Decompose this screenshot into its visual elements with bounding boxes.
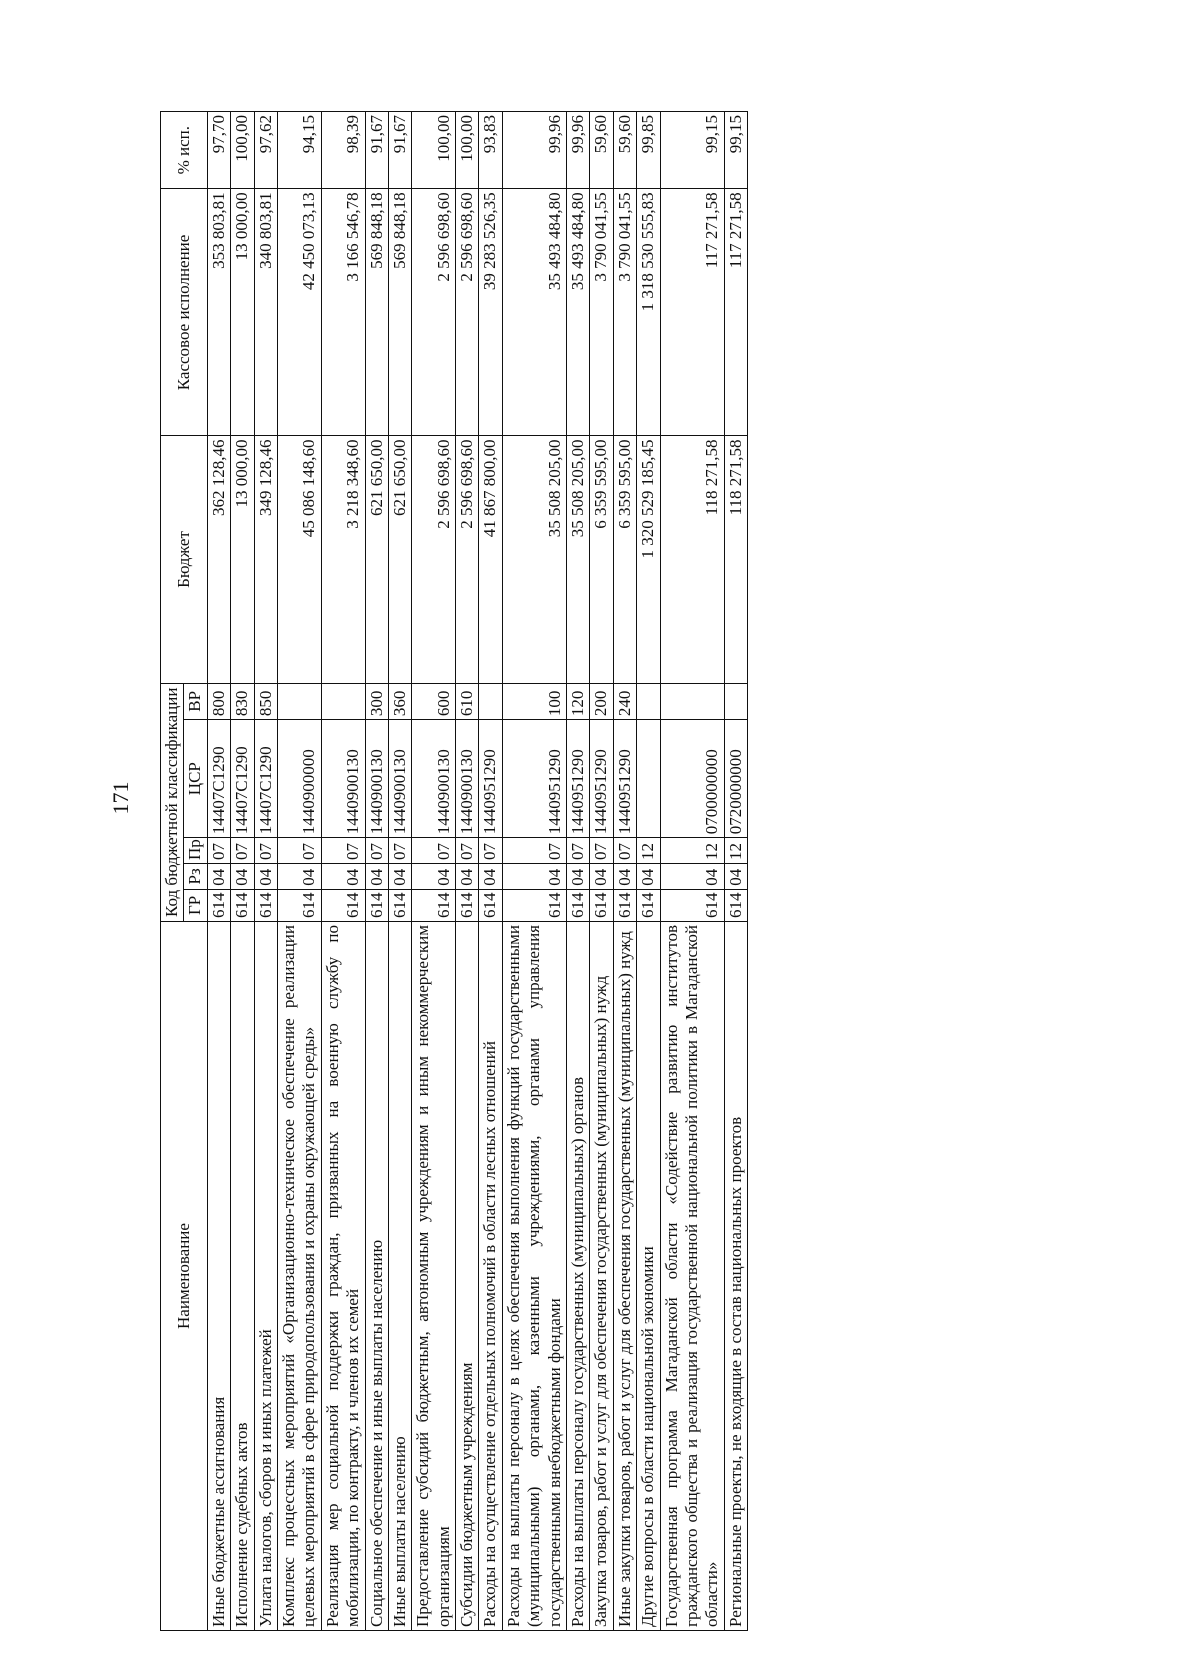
row-cash: 569 848,18 [388, 189, 411, 436]
row-rz: 04 [277, 864, 321, 890]
row-budget: 118 271,58 [724, 436, 747, 683]
row-name: Закупка товаров, работ и услуг для обеспечения государственных (муниципальных) нужд [590, 922, 613, 1631]
row-rz: 04 [321, 864, 365, 890]
row-csr: 1440951290 [590, 720, 613, 838]
header-code-group: Код бюджетной классификации [161, 683, 184, 921]
header-row-1 [161, 112, 184, 1631]
row-budget: 2 596 698,60 [456, 436, 479, 683]
table-row [479, 112, 502, 1631]
row-budget: 35 508 205,00 [567, 436, 590, 683]
row-csr: 1440900130 [321, 720, 365, 838]
row-pct: 91,67 [388, 112, 411, 189]
row-gr: 614 [724, 889, 747, 921]
row-pct: 99,96 [567, 112, 590, 189]
row-vr: 610 [456, 683, 479, 720]
row-rz: 04 [613, 864, 636, 890]
row-vr [660, 683, 724, 720]
row-pct: 94,15 [277, 112, 321, 189]
row-pct: 59,60 [613, 112, 636, 189]
row-gr: 614 [479, 889, 502, 921]
row-rz: 04 [388, 864, 411, 890]
row-budget: 2 596 698,60 [412, 436, 456, 683]
table-row [254, 112, 277, 1631]
row-vr: 100 [502, 683, 566, 720]
row-cash: 35 493 484,80 [502, 189, 566, 436]
row-pct: 97,62 [254, 112, 277, 189]
row-csr: 1440900130 [456, 720, 479, 838]
table-row [277, 112, 321, 1631]
row-rz: 04 [412, 864, 456, 890]
table-row [365, 112, 388, 1631]
row-budget: 45 086 148,60 [277, 436, 321, 683]
row-rz: 04 [479, 864, 502, 890]
row-gr: 614 [365, 889, 388, 921]
table-row [207, 112, 230, 1631]
row-name: Расходы на осуществление отдельных полномочий в области лесных отношений [479, 922, 502, 1631]
header-rz: Рз [184, 864, 207, 890]
table-row [412, 112, 456, 1631]
row-cash: 353 803,81 [207, 189, 230, 436]
row-vr [277, 683, 321, 720]
row-pct: 100,00 [456, 112, 479, 189]
budget-table [160, 111, 748, 1631]
row-gr: 614 [456, 889, 479, 921]
row-budget: 3 218 348,60 [321, 436, 365, 683]
row-budget: 35 508 205,00 [502, 436, 566, 683]
row-budget: 6 359 595,00 [613, 436, 636, 683]
row-cash: 3 790 041,55 [613, 189, 636, 436]
row-gr: 614 [567, 889, 590, 921]
rotated-table-wrapper [160, 111, 1200, 1631]
row-cash: 42 450 073,13 [277, 189, 321, 436]
page-number: 171 [108, 781, 133, 815]
table-row [567, 112, 590, 1631]
row-name: Уплата налогов, сборов и иных платежей [254, 922, 277, 1631]
row-budget: 6 359 595,00 [590, 436, 613, 683]
row-rz: 04 [365, 864, 388, 890]
row-cash: 39 283 526,35 [479, 189, 502, 436]
row-pct: 100,00 [412, 112, 456, 189]
row-pr: 07 [254, 838, 277, 864]
row-pr: 07 [207, 838, 230, 864]
row-name: Социальное обеспечение и иные выплаты населению [365, 922, 388, 1631]
row-pr: 07 [365, 838, 388, 864]
row-budget: 118 271,58 [660, 436, 724, 683]
row-pr: 07 [502, 838, 566, 864]
row-vr [479, 683, 502, 720]
row-rz: 04 [502, 864, 566, 890]
row-budget: 621 650,00 [365, 436, 388, 683]
row-name: Расходы на выплаты персоналу в целях обеспечения выполнения функций государственными (муниципальными) органами, казенными учреждениями, органами управления государственными внебюджетными фондами [502, 922, 566, 1631]
row-budget: 41 867 800,00 [479, 436, 502, 683]
table-row [456, 112, 479, 1631]
row-rz: 04 [590, 864, 613, 890]
row-pct: 91,67 [365, 112, 388, 189]
row-name: Иные закупки товаров, работ и услуг для обеспечения государственных (муниципальных) нужд [613, 922, 636, 1631]
row-pr: 07 [613, 838, 636, 864]
row-budget: 13 000,00 [231, 436, 254, 683]
row-pct: 98,39 [321, 112, 365, 189]
row-csr: 0700000000 [660, 720, 724, 838]
row-name: Государственная программа Магаданской области «Содействие развитию институтов гражданского общества и реализация государственной национальной политики в Магаданской области» [660, 922, 724, 1631]
row-pr: 07 [590, 838, 613, 864]
row-gr: 614 [388, 889, 411, 921]
row-name: Предоставление субсидий бюджетным, автономным учреждениям и иным некоммерческим организациям [412, 922, 456, 1631]
row-cash: 2 596 698,60 [456, 189, 479, 436]
row-name: Региональные проекты, не входящие в состав национальных проектов [724, 922, 747, 1631]
row-rz: 04 [637, 864, 660, 890]
row-pct: 93,83 [479, 112, 502, 189]
header-pct: % исп. [161, 112, 208, 189]
row-pr: 12 [660, 838, 724, 864]
row-name: Иные бюджетные ассигнования [207, 922, 230, 1631]
header-name: Наименование [161, 922, 208, 1631]
row-gr: 614 [277, 889, 321, 921]
table-row [388, 112, 411, 1631]
row-gr: 614 [590, 889, 613, 921]
row-gr: 614 [613, 889, 636, 921]
row-budget: 621 650,00 [388, 436, 411, 683]
table-row [321, 112, 365, 1631]
row-vr: 360 [388, 683, 411, 720]
row-csr: 14407C1290 [207, 720, 230, 838]
row-gr: 614 [412, 889, 456, 921]
row-pr: 12 [637, 838, 660, 864]
row-vr: 300 [365, 683, 388, 720]
header-budget: Бюджет [161, 436, 208, 683]
row-rz: 04 [567, 864, 590, 890]
row-vr [637, 683, 660, 720]
row-name: Иные выплаты населению [388, 922, 411, 1631]
row-cash: 117 271,58 [660, 189, 724, 436]
row-cash: 3 166 546,78 [321, 189, 365, 436]
row-budget: 1 320 529 185,45 [637, 436, 660, 683]
row-cash: 1 318 530 555,83 [637, 189, 660, 436]
row-csr: 1440951290 [613, 720, 636, 838]
table-row [660, 112, 724, 1631]
row-rz: 04 [724, 864, 747, 890]
row-name: Реализация мер социальной поддержки граждан, призванных на военную службу по мобилизации, по контракту, и членов их семей [321, 922, 365, 1631]
row-csr: 1440900130 [412, 720, 456, 838]
row-cash: 35 493 484,80 [567, 189, 590, 436]
row-pct: 99,96 [502, 112, 566, 189]
row-csr: 14407C1290 [231, 720, 254, 838]
row-pr: 07 [321, 838, 365, 864]
row-csr [637, 720, 660, 838]
row-rz: 04 [456, 864, 479, 890]
table-row [590, 112, 613, 1631]
row-name: Другие вопросы в области национальной экономики [637, 922, 660, 1631]
row-rz: 04 [254, 864, 277, 890]
header-pr: Пр [184, 838, 207, 864]
row-name: Исполнение судебных актов [231, 922, 254, 1631]
row-pct: 59,60 [590, 112, 613, 189]
row-pr: 12 [724, 838, 747, 864]
row-csr: 1440951290 [567, 720, 590, 838]
row-pct: 100,00 [231, 112, 254, 189]
row-pr: 07 [231, 838, 254, 864]
row-cash: 2 596 698,60 [412, 189, 456, 436]
row-gr: 614 [254, 889, 277, 921]
row-pr: 07 [567, 838, 590, 864]
table-row [724, 112, 747, 1631]
row-gr: 614 [502, 889, 566, 921]
row-vr: 800 [207, 683, 230, 720]
table-row [637, 112, 660, 1631]
row-rz: 04 [231, 864, 254, 890]
table-row [502, 112, 566, 1631]
table-row [613, 112, 636, 1631]
row-cash: 569 848,18 [365, 189, 388, 436]
row-gr: 614 [637, 889, 660, 921]
row-gr: 614 [207, 889, 230, 921]
row-pct: 99,15 [724, 112, 747, 189]
row-rz: 04 [660, 864, 724, 890]
row-budget: 362 128,46 [207, 436, 230, 683]
row-csr: 1440900000 [277, 720, 321, 838]
row-csr: 14407C1290 [254, 720, 277, 838]
row-vr: 830 [231, 683, 254, 720]
row-vr: 200 [590, 683, 613, 720]
header-gr: ГР [184, 889, 207, 921]
row-vr: 120 [567, 683, 590, 720]
header-vr: ВР [184, 683, 207, 720]
row-name: Расходы на выплаты персоналу государственных (муниципальных) органов [567, 922, 590, 1631]
row-vr: 600 [412, 683, 456, 720]
row-gr: 614 [660, 889, 724, 921]
row-pr: 07 [277, 838, 321, 864]
row-pct: 99,85 [637, 112, 660, 189]
row-vr [724, 683, 747, 720]
row-cash: 117 271,58 [724, 189, 747, 436]
row-csr: 1440900130 [365, 720, 388, 838]
row-pr: 07 [388, 838, 411, 864]
row-csr: 1440900130 [388, 720, 411, 838]
row-gr: 614 [321, 889, 365, 921]
row-pct: 97,70 [207, 112, 230, 189]
row-csr: 1440951290 [502, 720, 566, 838]
row-vr [321, 683, 365, 720]
row-pr: 07 [412, 838, 456, 864]
row-name: Субсидии бюджетным учреждениям [456, 922, 479, 1631]
row-cash: 13 000,00 [231, 189, 254, 436]
row-csr: 1440951290 [479, 720, 502, 838]
table-row [231, 112, 254, 1631]
row-cash: 3 790 041,55 [590, 189, 613, 436]
row-rz: 04 [207, 864, 230, 890]
row-vr: 850 [254, 683, 277, 720]
row-cash: 340 803,81 [254, 189, 277, 436]
row-pr: 07 [456, 838, 479, 864]
row-vr: 240 [613, 683, 636, 720]
row-csr: 0720000000 [724, 720, 747, 838]
row-gr: 614 [231, 889, 254, 921]
row-pct: 99,15 [660, 112, 724, 189]
row-budget: 349 128,46 [254, 436, 277, 683]
header-csr: ЦСР [184, 720, 207, 838]
row-pr: 07 [479, 838, 502, 864]
header-cash: Кассовое исполнение [161, 189, 208, 436]
row-name: Комплекс процессных мероприятий «Организационно-техническое обеспечение реализации целевых мероприятий в сфере природопользования и охраны окружающей среды» [277, 922, 321, 1631]
